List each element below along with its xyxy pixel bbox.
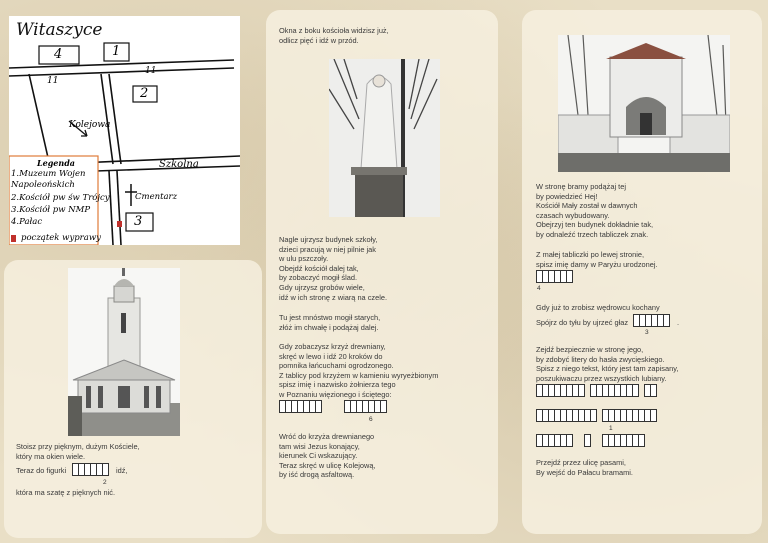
madonna-statue-photo (329, 59, 440, 217)
col2-top: Okna z boku kościoła widzisz już, odlicz pięć i idź w przód. (279, 26, 389, 45)
map-road-11-right: 11 (145, 66, 157, 76)
col2-answer-boxes-first[interactable] (279, 400, 321, 413)
map-street-kolejowa: Kolejowa (69, 120, 111, 130)
col3-para-3: Gdy już to zrobisz wędrowcu kochany (536, 303, 660, 312)
map-title: Witaszyce (16, 20, 103, 40)
map-street-szkolna: Szkolna (159, 159, 199, 170)
col2-para-3: Gdy zobaczysz krzyż drewniany, skręć w lewo i idź 20 kroków do pomnika łańcuchami ogrodzonego. Z tablicy pod krzyżem w kamieniu wyryeżbionym spisz imię i nazwisko żołnierza tego w Poznaniu więzionego i ściętego: (279, 342, 439, 399)
map-road-11-left: 11 (47, 76, 59, 86)
col3-index-4: 4 (537, 285, 541, 292)
legend-title: Legenda (37, 158, 75, 168)
legend-item-3: 3.Kościół pw NMP (11, 205, 91, 215)
col1-text-2b: idź, (116, 466, 128, 475)
col2-index: 6 (369, 416, 373, 423)
col2-answer-boxes-last[interactable] (344, 400, 386, 413)
col3-answer-row-2[interactable] (536, 409, 656, 422)
legend-item-1: 1.Muzeum Wojen Napoleońskich (11, 169, 86, 190)
col2-para-1: Nagle ujrzysz budynek szkoły, dzieci pracują w niej pilnie jak w ulu pszczoły. Obejdź kościół dalej tak, by zobaczyć mogił ślad. Gdy ujrzysz grobów wiele, idź w ich stronę z wiarą na czele. (279, 235, 388, 302)
col3-para-6: Przejdź przez ulicę pasami, By wejść do Pałacu bramami. (536, 458, 633, 477)
church-tower-photo (68, 268, 180, 436)
map-label-2: 2 (140, 86, 149, 101)
legend-item-4: 4.Pałac (11, 217, 43, 227)
col1-answer-boxes[interactable] (72, 463, 108, 476)
map-label-3: 3 (134, 214, 143, 229)
legend-start: początek wyprawy (21, 233, 101, 243)
col1-index: 2 (103, 479, 107, 486)
col3-answer-row-3[interactable] (536, 434, 644, 447)
col2-para-2: Tu jest mnóstwo mogił starych, złóż im chwałę i podążaj dalej. (279, 313, 381, 332)
col3-answer-boxes-stone[interactable] (633, 314, 669, 327)
church-gate-photo (558, 35, 730, 172)
col3-para-5: Zejdź bezpiecznie w stronę jego, by zdobyć litery do hasła zwycięskiego. Spisz z niego tekst, który jest tam zapisany, poszukiwaczu przez wszystkich lubiany. (536, 345, 679, 383)
legend-item-2: 2.Kościół pw św Trójcy (11, 193, 110, 203)
col1-text-3: która ma szatę z pięknych nić. (16, 488, 115, 497)
map-label-4: 4 (54, 47, 63, 62)
map-label-1: 1 (112, 44, 121, 59)
col3-index-3: 3 (645, 329, 649, 336)
col3-index-1: 1 (609, 425, 613, 432)
col1-text-2a: Teraz do figurki (16, 466, 67, 475)
col1-text-1: Stoisz przy pięknym, dużym Kościele, który ma okien wiele. (16, 442, 140, 461)
col3-para-2: Z małej tabliczki po lewej stronie, spisz imię damy w Paryżu urodzonej. (536, 250, 658, 269)
map-cemetery: Cmentarz (135, 192, 178, 202)
col2-para-4: Wróć do krzyża drewnianego tam wisi Jezus konający, kierunek Ci wskazujący. Teraz skręć w ulicę Kolejową, by iść drogą asfaltową. (279, 432, 376, 480)
col3-para-4a: Spójrz do tyłu by ujrzeć głaz (536, 318, 629, 327)
col3-para-4b: . (677, 318, 680, 327)
col3-answer-boxes-name[interactable] (536, 270, 572, 283)
col3-para-1: W stronę bramy podążaj tej by powiedzieć Hej! Kościół Mały został w dawnych czasach wybudowany. Obejrzyj ten budynek dokładnie tak, by odnaleźć trzech tabliczek znak. (536, 182, 654, 239)
village-map (9, 16, 240, 245)
col3-answer-row-1[interactable] (536, 384, 656, 397)
